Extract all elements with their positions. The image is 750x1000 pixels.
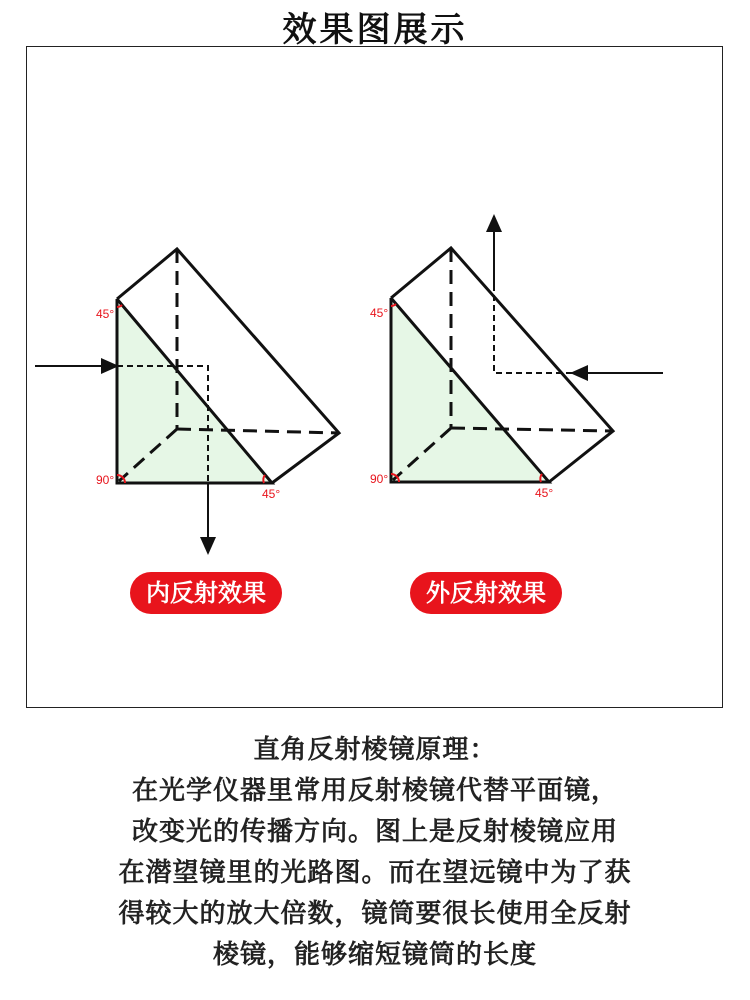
internal-reflection-prism: [35, 249, 339, 553]
angle-label: 45°: [535, 486, 554, 500]
angle-label: 45°: [96, 307, 115, 321]
angle-label: 90°: [96, 473, 115, 487]
angle-label: 45°: [370, 306, 389, 320]
description-line: 直角反射棱镜原理：: [253, 735, 497, 765]
principle-description: [0, 730, 750, 976]
description-line: 在潜望镜里的光路图。而在望远镜中为了获: [118, 858, 632, 888]
internal-reflection-label: 内反射效果: [130, 572, 282, 614]
angle-label: 90°: [370, 472, 389, 486]
external-reflection-prism: [391, 216, 663, 482]
page-title: 效果图展示: [282, 10, 468, 50]
angle-label: 45°: [262, 487, 281, 501]
external-reflection-label: 外反射效果: [410, 572, 562, 614]
description-line: 得较大的放大倍数，镜筒要很长使用全反射: [118, 899, 632, 929]
description-line: 棱镜，能够缩短镜筒的长度: [212, 940, 537, 970]
description-line: 改变光的传播方向。图上是反射棱镜应用: [131, 817, 618, 847]
description-line: 在光学仪器里常用反射棱镜代替平面镜，: [131, 776, 618, 806]
